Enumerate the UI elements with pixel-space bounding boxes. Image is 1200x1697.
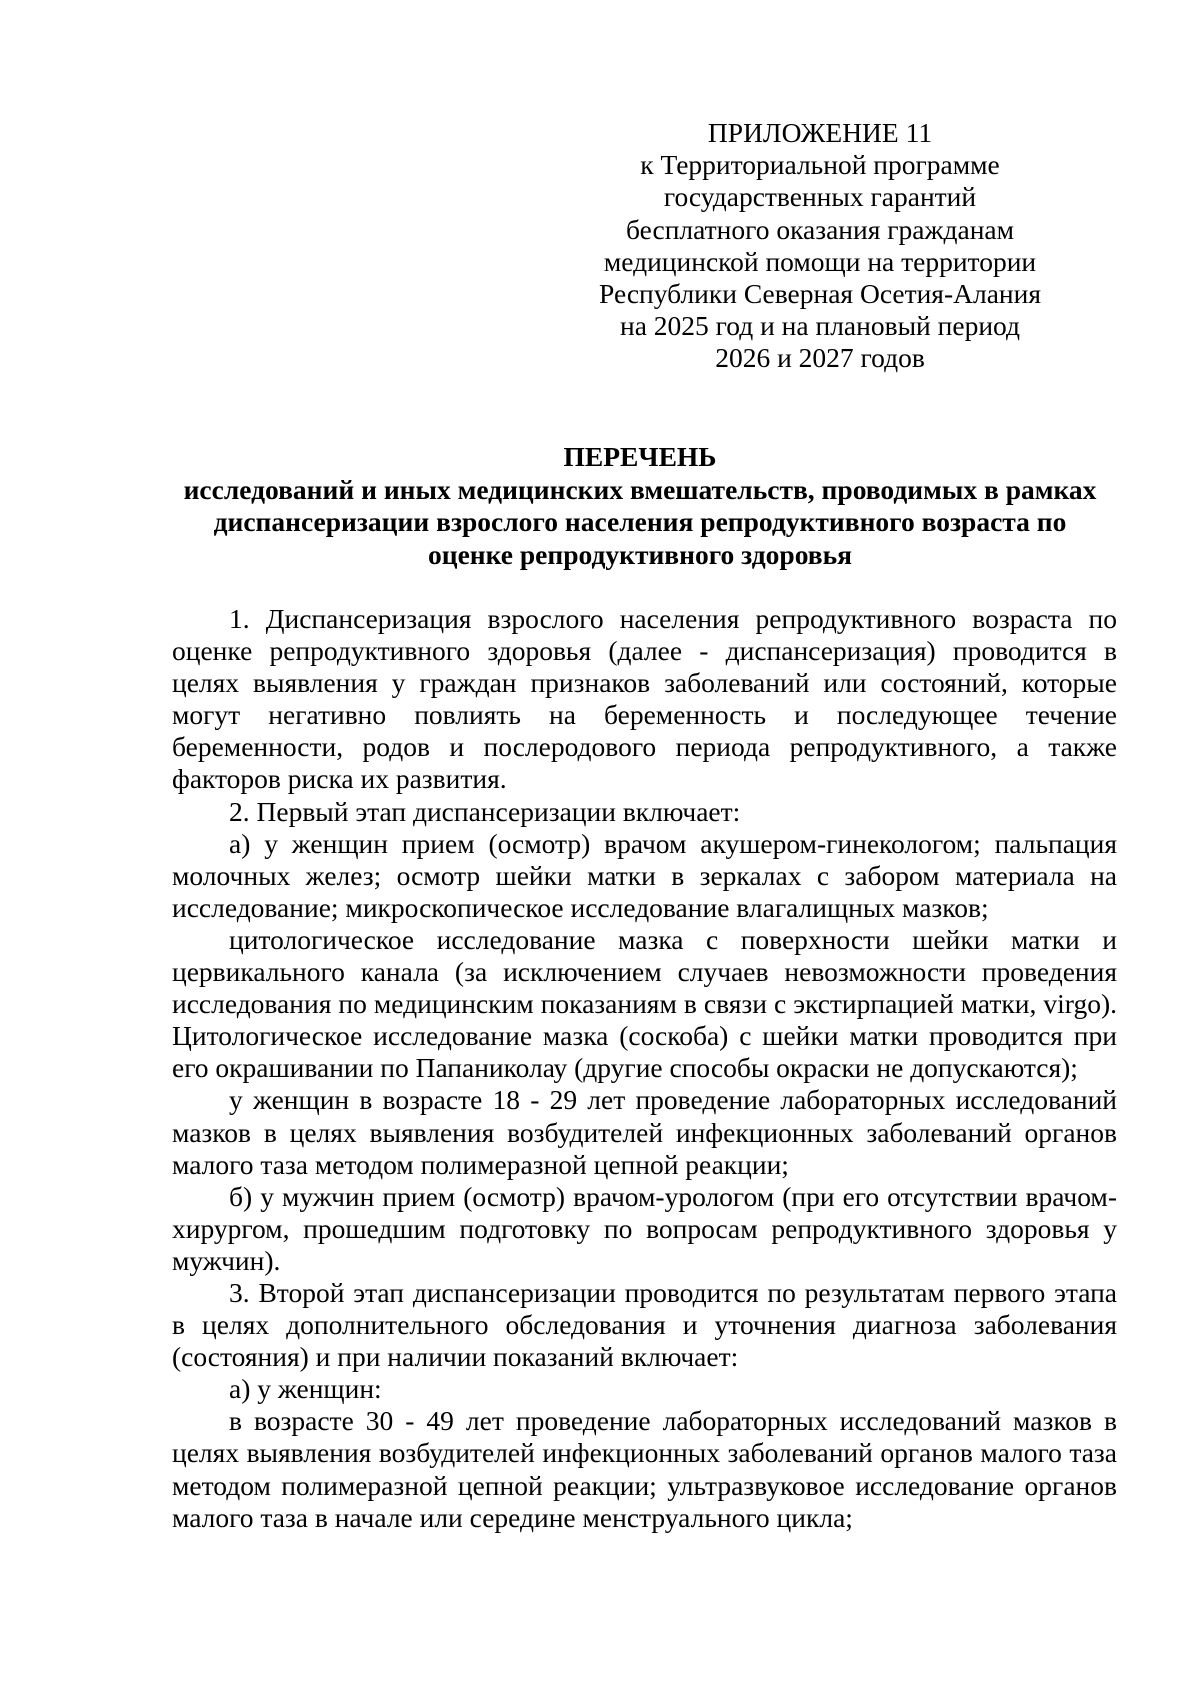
document-title [160,441,1120,571]
appendix-line: медицинской помощи на территории [603,245,1037,277]
appendix-line: на 2025 год и на плановый период [620,310,1020,342]
appendix-line: государственных гарантий [663,181,977,213]
paragraph-3: 3. Второй этап диспансеризации проводится по результатам первого этапа в целях дополнительного обследования и уточнения диагноза заболевания (состояния) и при наличии показаний включает: [172,1276,1117,1373]
appendix-line: 2026 и 2027 годов [715,342,925,374]
appendix-header [560,117,1080,375]
title-heading: ПЕРЕЧЕНЬ [563,441,717,472]
appendix-line: Республики Северная Осетия-Алания [599,278,1041,310]
paragraph-2b-men: б) у мужчин прием (осмотр) врачом-урологом (при его отсутствии врачом-хирургом, прошедшим подготовку по вопросам репродуктивного здоровья у мужчин). [172,1180,1117,1276]
appendix-line: ПРИЛОЖЕНИЕ 11 [707,117,933,148]
title-subtitle-line: диспансеризации взрослого населения репродуктивного возраста по [213,506,1067,537]
title-subtitle-line: оценке репродуктивного здоровья [427,538,853,570]
title-subtitle-line: исследований и иных медицинских вмешательств, проводимых в рамках [183,473,1097,505]
paragraph-women-30-49: в возрасте 30 - 49 лет проведение лабораторных исследований мазков в целях выявления возбудителей инфекционных заболеваний органов малого таза методом полимеразной цепной реакции; ультразвуковое исследование органов малого таза в начале или середине менструального цикла; [172,1405,1117,1533]
appendix-line: к Территориальной программе [640,149,1000,181]
paragraph-1: 1. Диспансеризация взрослого населения репродуктивного возраста по оценке репродуктивного здоровья (далее - диспансеризация) проводится в целях выявления у граждан признаков заболеваний или состояний, которые могут негативно повлиять на беременность и последующее течение беременности, родов и послеродового периода репродуктивного, а также факторов риска их развития. [172,603,1117,795]
paragraph-2: 2. Первый этап диспансеризации включает: [229,795,741,827]
appendix-line: бесплатного оказания гражданам [625,213,1015,245]
paragraph-3a-women: а) у женщин: [229,1373,382,1405]
paragraph-cytology: цитологическое исследование мазка с поверхности шейки матки и цервикального канала (за исключением случаев невозможности проведения исследования по медицинским показаниям в связи с экстирпацией матки, virgo). Цитологическое исследование мазка (соскоба) с шейки матки проводится при его окрашивании по Папаниколау (другие способы окраски не допускаются); [172,923,1117,1084]
paragraph-women-18-29: у женщин в возрасте 18 - 29 лет проведение лабораторных исследований мазков в целях выявления возбудителей инфекционных заболеваний органов малого таза методом полимеразной цепной реакции; [172,1084,1117,1180]
paragraph-2a-women: а) у женщин прием (осмотр) врачом акушером-гинекологом; пальпация молочных желез; осмотр шейки матки в зеркалах с забором материала на исследование; микроскопическое исследование влагалищных мазков; [172,827,1117,923]
document-body [172,603,1117,1534]
